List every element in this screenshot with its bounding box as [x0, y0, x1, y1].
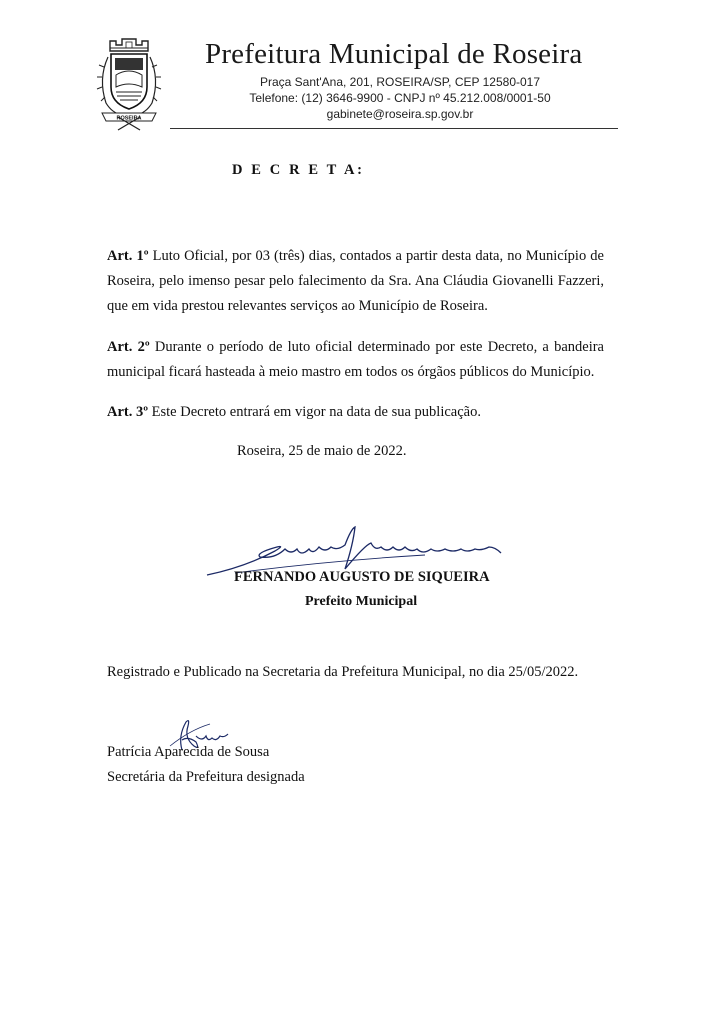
secretary-role: Secretária da Prefeitura designada: [107, 769, 305, 785]
crest-ribbon-label: ROSEIRA: [116, 115, 142, 122]
header-divider: [170, 128, 618, 129]
mayor-role: Prefeito Municipal: [305, 594, 418, 609]
header-email: gabinete@roseira.sp.gov.br: [326, 107, 474, 121]
secretary-name: Patrícia Aparecida de Sousa: [107, 744, 270, 760]
article-2-label: Art. 2º: [107, 339, 150, 355]
mayor-name: FERNANDO AUGUSTO DE SIQUEIRA: [234, 569, 490, 585]
article-3: [107, 400, 604, 425]
article-1-text: Luto Oficial, por 03 (três) dias, contados a partir desta data, no Município de Roseira, pelo imenso pesar pelo falecimento da Sra. Ana Cláudia Giovanelli Fazzeri, que em vida prestou relevantes serviços ao Município de Roseira.: [107, 248, 604, 314]
registry-note: Registrado e Publicado na Secretaria da Prefeitura Municipal, no dia 25/05/2022.: [107, 664, 579, 680]
article-3-label: Art. 3º: [107, 404, 149, 420]
header-contact: Telefone: (12) 3646-9900 - CNPJ nº 45.212.008/0001-50: [249, 91, 551, 105]
header-address: Praça Sant'Ana, 201, ROSEIRA/SP, CEP 12580-017: [259, 75, 541, 89]
article-1: [107, 244, 604, 319]
article-2-text: Durante o período de luto oficial determinado por este Decreto, a bandeira municipal ficará hasteada à meio mastro em todos os órgãos públicos do Município.: [107, 339, 604, 380]
article-2: [107, 335, 604, 385]
article-1-label: Art. 1º: [107, 248, 149, 264]
place-date: Roseira, 25 de maio de 2022.: [237, 443, 407, 459]
page-title: Prefeitura Municipal de Roseira: [205, 38, 583, 70]
decree-heading: D E C R E T A:: [232, 162, 365, 178]
article-3-text: Este Decreto entrará em vigor na data de sua publicação.: [148, 404, 481, 420]
municipal-crest-icon: [96, 37, 162, 131]
